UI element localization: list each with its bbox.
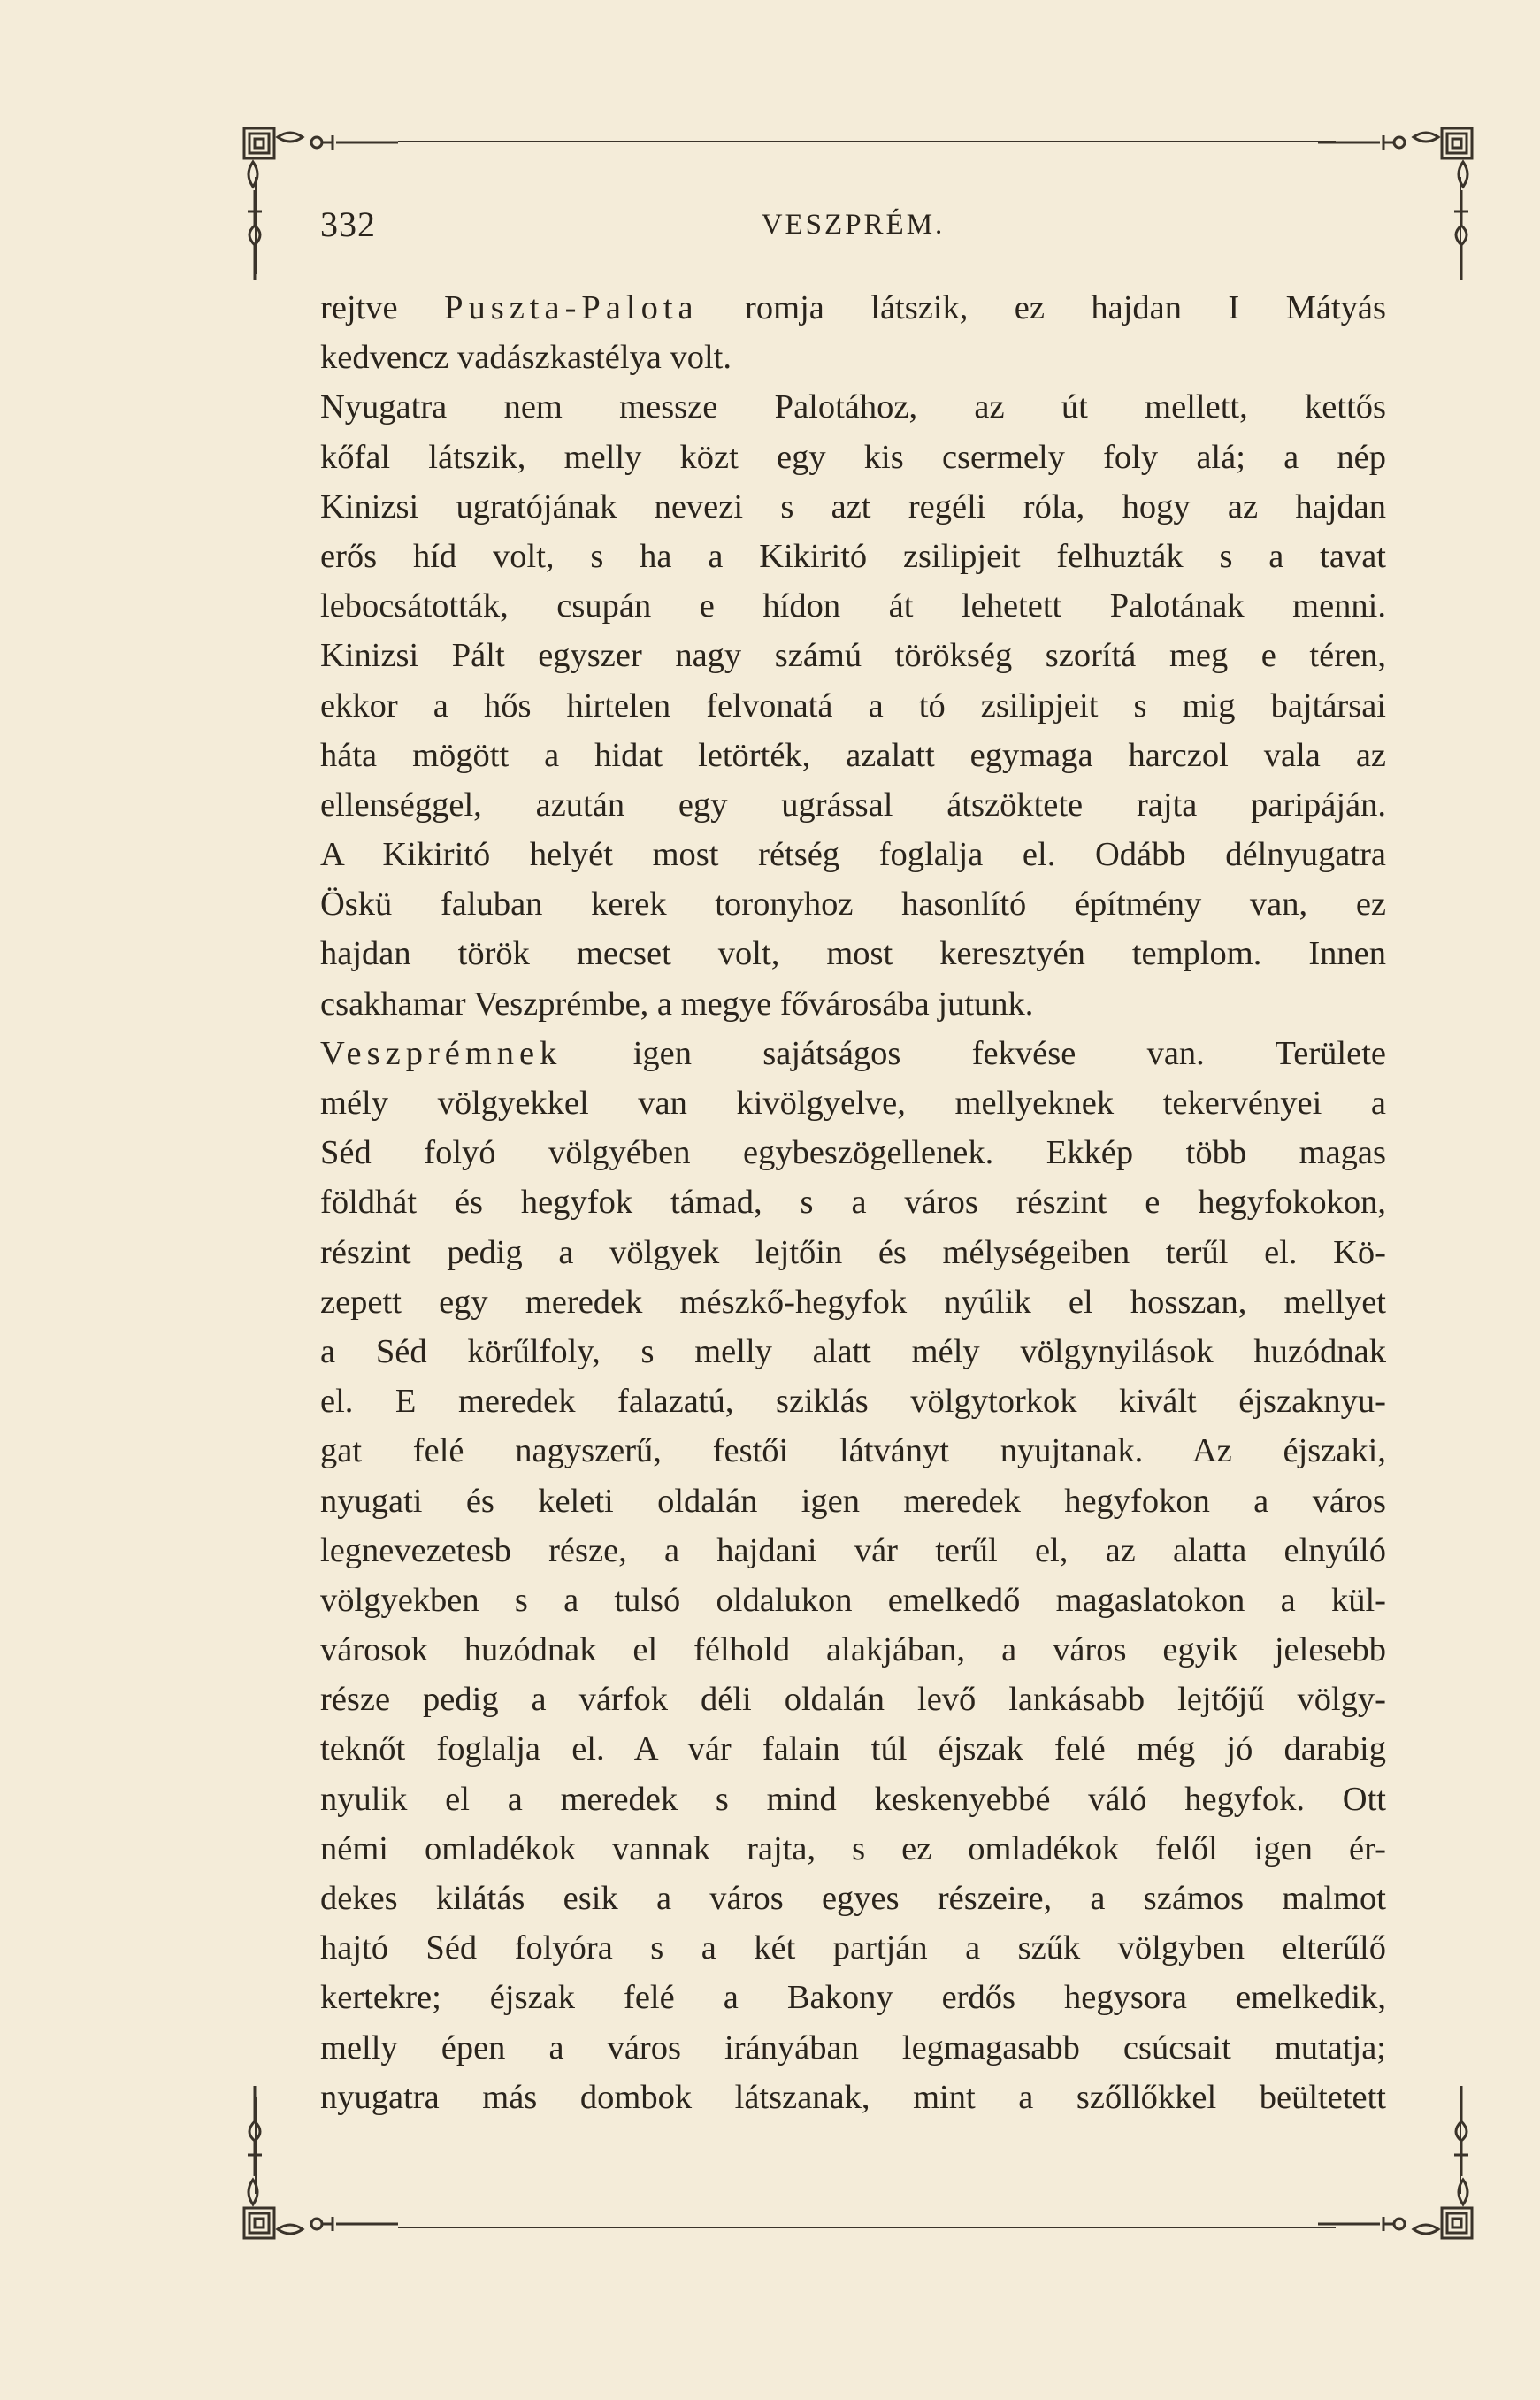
text-line	[320, 1426, 1386, 1476]
running-title: VESZPRÉM.	[761, 209, 946, 241]
text-line	[320, 1675, 1386, 1724]
text-line-part: gat felé nagyszerű, festői látványt nyujtanak. Az éjszaki,	[320, 1432, 1386, 1470]
text-line	[320, 1724, 1386, 1774]
text-line	[320, 879, 1386, 929]
text-line	[320, 681, 1386, 731]
text-line	[320, 731, 1386, 780]
emphasized-name: Puszta-Palota	[444, 289, 699, 326]
text-line-part: ekkor a hős hirtelen felvonatá a tó zsilipjeit s mig bajtársai	[320, 686, 1386, 725]
text-line-part: a Séd körűlfoly, s melly alatt mély völgynyilások huzódnak	[320, 1332, 1386, 1370]
text-line-part: Kinizsi ugratójának nevezi s azt regéli róla, hogy az hajdan	[320, 487, 1386, 525]
text-line	[320, 482, 1386, 532]
text-line-part: nyugati és keleti oldalán igen meredek hegyfokon a város	[320, 1482, 1386, 1520]
text-line-part: kőfal látszik, melly közt egy kis csermely foly alá; a nép	[320, 438, 1386, 476]
text-line	[320, 2023, 1386, 2073]
text-line	[320, 1476, 1386, 1526]
text-line-part: némi omladékok vannak rajta, s ez omladékok felől igen ér-	[320, 1829, 1386, 1867]
text-line	[320, 1874, 1386, 1923]
text-line	[320, 1029, 1386, 1078]
text-line-part: melly épen a város irányában legmagasabb csúcsait mutatja;	[320, 2028, 1386, 2066]
text-line-part: mély völgyekkel van kivölgyelve, mellyeknek tekervényei a	[320, 1085, 1386, 1122]
text-line-part: csakhamar Veszprémbe, a megye fővárosába jutunk.	[320, 985, 1034, 1023]
emphasized-name: Veszprémnek	[320, 1034, 563, 1072]
text-line	[320, 1228, 1386, 1277]
body-text	[320, 283, 1386, 2122]
text-line-part: földhát és hegyfok támad, s a város részint e hegyfokokon,	[320, 1184, 1386, 1222]
text-line	[320, 1277, 1386, 1327]
text-line	[320, 333, 1386, 382]
text-line	[320, 1376, 1386, 1426]
text-line	[320, 929, 1386, 978]
text-line-part: dekes kilátás esik a város egyes részeire, a számos malmot	[320, 1880, 1386, 1917]
text-line	[320, 1128, 1386, 1177]
text-line	[320, 532, 1386, 581]
text-line-part: kertekre; éjszak felé a Bakony erdős hegysora emelkedik,	[320, 1979, 1386, 2017]
text-line-part: zepett egy meredek mészkő-hegyfok nyúlik el hosszan, mellyet	[320, 1283, 1386, 1321]
text-line	[320, 1327, 1386, 1376]
text-line-part: nyugatra más dombok látszanak, mint a szőllőkkel beültetett	[320, 2078, 1386, 2116]
text-line	[320, 631, 1386, 680]
text-line-part: nyulik el a meredek s mind keskenyebbé váló hegyfok. Ott	[320, 1780, 1386, 1818]
text-line-part: legnevezetesb része, a hajdani vár terűl el, az alatta elnyúló	[320, 1531, 1386, 1569]
text-line-part: részint pedig a völgyek lejtőin és mélységeiben terűl el. Kö-	[320, 1233, 1386, 1271]
text-line	[320, 1923, 1386, 1973]
text-line-part: Öskü faluban kerek toronyhoz hasonlító építmény van, ez	[320, 886, 1386, 924]
text-line	[320, 433, 1386, 482]
top-rule	[398, 141, 1336, 142]
text-line-part: kedvencz vadászkastélya volt.	[320, 339, 732, 377]
text-line-part: völgyekben s a tulsó oldalukon emelkedő magaslatokon a kül-	[320, 1581, 1386, 1619]
text-line	[320, 979, 1386, 1029]
text-line-part: ellenséggel, azután egy ugrással átszöktete rajta paripáján.	[320, 786, 1386, 824]
text-line	[320, 1078, 1386, 1128]
text-line-part: Nyugatra nem messze Palotához, az út mellett, kettős	[320, 388, 1386, 426]
text-line-part: háta mögött a hidat letörték, azalatt egymaga harczol vala az	[320, 736, 1386, 774]
text-line-part: igen sajátságos fekvése van. Területe	[562, 1034, 1386, 1072]
text-line-part: rejtve	[320, 289, 445, 326]
text-line	[320, 1625, 1386, 1675]
text-line-part: része pedig a várfok déli oldalán levő lankásabb lejtőjű völgy-	[320, 1681, 1386, 1719]
text-line-part: városok huzódnak el félhold alakjában, a város egyik jelesebb	[320, 1631, 1386, 1669]
text-line	[320, 1824, 1386, 1874]
text-line-part: hajtó Séd folyóra s a két partján a szűk völgyben elterűlő	[320, 1929, 1386, 1967]
text-line	[320, 830, 1386, 879]
page-header	[320, 203, 1386, 257]
page-number: 332	[320, 204, 376, 244]
text-line	[320, 283, 1386, 333]
text-line	[320, 581, 1386, 631]
text-line-part: el. E meredek falazatú, sziklás völgytorkok kivált éjszaknyu-	[320, 1383, 1386, 1421]
text-line	[320, 1576, 1386, 1625]
text-line	[320, 780, 1386, 830]
text-line	[320, 1177, 1386, 1227]
text-line-part: hajdan török mecset volt, most keresztyén templom. Innen	[320, 935, 1386, 973]
text-line-part: romja látszik, ez hajdan I Mátyás	[698, 289, 1386, 326]
text-line-part: erős híd volt, s ha a Kikiritó zsilipjeit felhuzták s a tavat	[320, 537, 1386, 575]
bottom-rule	[398, 2227, 1336, 2228]
text-line	[320, 1973, 1386, 2022]
text-line	[320, 1526, 1386, 1576]
text-line-part: lebocsátották, csupán e hídon át lehetett Palotának menni.	[320, 587, 1386, 625]
text-line	[320, 2073, 1386, 2122]
text-line-part: Kinizsi Pált egyszer nagy számú törökség szorítá meg e téren,	[320, 637, 1386, 675]
text-line	[320, 382, 1386, 432]
text-line	[320, 1775, 1386, 1824]
text-line-part: Séd folyó völgyében egybeszögellenek. Ekkép több magas	[320, 1134, 1386, 1172]
text-line-part: A Kikiritó helyét most rétség foglalja el. Odább délnyugatra	[320, 836, 1386, 874]
text-line-part: teknőt foglalja el. A vár falain túl éjszak felé még jó darabig	[320, 1730, 1386, 1768]
